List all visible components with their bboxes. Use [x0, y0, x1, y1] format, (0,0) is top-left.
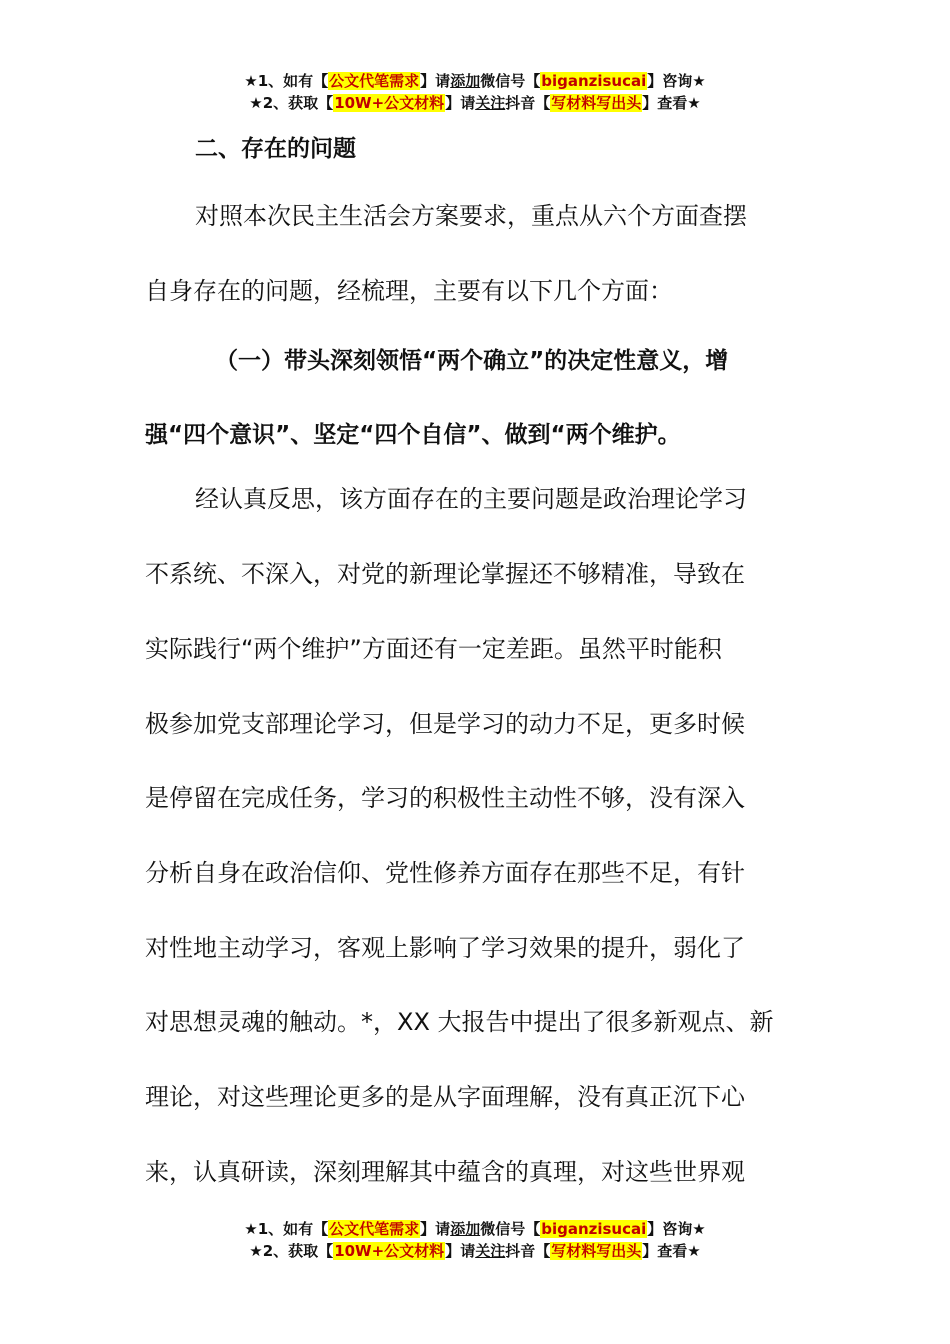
banner-text: 】请	[445, 1242, 476, 1260]
top-banner	[0, 70, 950, 114]
banner-text: 】查看★	[642, 94, 701, 112]
banner-text: 】咨询★	[647, 1220, 706, 1238]
banner-text: 】咨询★	[647, 72, 706, 90]
banner-line-2	[0, 1240, 950, 1262]
banner-underlined: 关注	[475, 1242, 506, 1260]
paragraph-line: 理论，对这些理论更多的是从字面理解，没有真正沉下心	[145, 1083, 745, 1111]
banner-line-2	[0, 92, 950, 114]
banner-text: 】查看★	[642, 1242, 701, 1260]
paragraph-line: 极参加党支部理论学习，但是学习的动力不足，更多时候	[145, 710, 745, 738]
paragraph-line: 不系统、不深入，对党的新理论掌握还不够精准，导致在	[145, 560, 745, 588]
bottom-banner	[0, 1218, 950, 1262]
banner-line-1	[0, 70, 950, 92]
banner-text: ★1、如有【	[244, 1220, 329, 1238]
banner-text: ★2、获取【	[249, 94, 334, 112]
banner-text: 】请	[420, 72, 451, 90]
paragraph-line: 对照本次民主生活会方案要求，重点从六个方面查摆	[195, 202, 747, 230]
highlight-douyin: 写材料写出头	[551, 94, 642, 112]
banner-text: 抖音【	[505, 94, 551, 112]
paragraph-line: 实际践行“两个维护”方面还有一定差距。虽然平时能积	[145, 635, 722, 663]
banner-text: ★1、如有【	[244, 72, 329, 90]
highlight-materials: 10W+公文材料	[334, 94, 445, 112]
subheading-line: 强“四个意识”、坚定“四个自信”、做到“两个维护。	[145, 422, 681, 448]
banner-text: 微信号【	[480, 1220, 541, 1238]
section-heading: 二、存在的问题	[195, 136, 356, 162]
paragraph-line: 对思想灵魂的触动。*，XX 大报告中提出了很多新观点、新	[145, 1008, 774, 1036]
paragraph-line: 自身存在的问题，经梳理，主要有以下几个方面：	[145, 277, 673, 305]
banner-underlined: 添加	[450, 72, 481, 90]
banner-text: 】请	[445, 94, 476, 112]
banner-text: 】请	[420, 1220, 451, 1238]
paragraph-line: 来，认真研读，深刻理解其中蕴含的真理，对这些世界观	[145, 1158, 745, 1186]
paragraph-line: 分析自身在政治信仰、党性修养方面存在那些不足，有针	[145, 859, 745, 887]
banner-text: 抖音【	[505, 1242, 551, 1260]
paragraph-line: 是停留在完成任务，学习的积极性主动性不够，没有深入	[145, 784, 745, 812]
highlight-wechat-id: biganzisucai	[541, 72, 647, 90]
highlight-service: 公文代笔需求	[329, 1220, 420, 1238]
paragraph-line: 对性地主动学习，客观上影响了学习效果的提升，弱化了	[145, 934, 745, 962]
highlight-service: 公文代笔需求	[329, 72, 420, 90]
highlight-wechat-id: biganzisucai	[541, 1220, 647, 1238]
banner-underlined: 添加	[450, 1220, 481, 1238]
subheading-line: （一）带头深刻领悟“两个确立”的决定性意义，增	[215, 348, 729, 374]
banner-text: 微信号【	[480, 72, 541, 90]
banner-underlined: 关注	[475, 94, 506, 112]
banner-text: ★2、获取【	[249, 1242, 334, 1260]
paragraph-line: 经认真反思，该方面存在的主要问题是政治理论学习	[195, 485, 747, 513]
highlight-materials: 10W+公文材料	[334, 1242, 445, 1260]
highlight-douyin: 写材料写出头	[551, 1242, 642, 1260]
banner-line-1	[0, 1218, 950, 1240]
